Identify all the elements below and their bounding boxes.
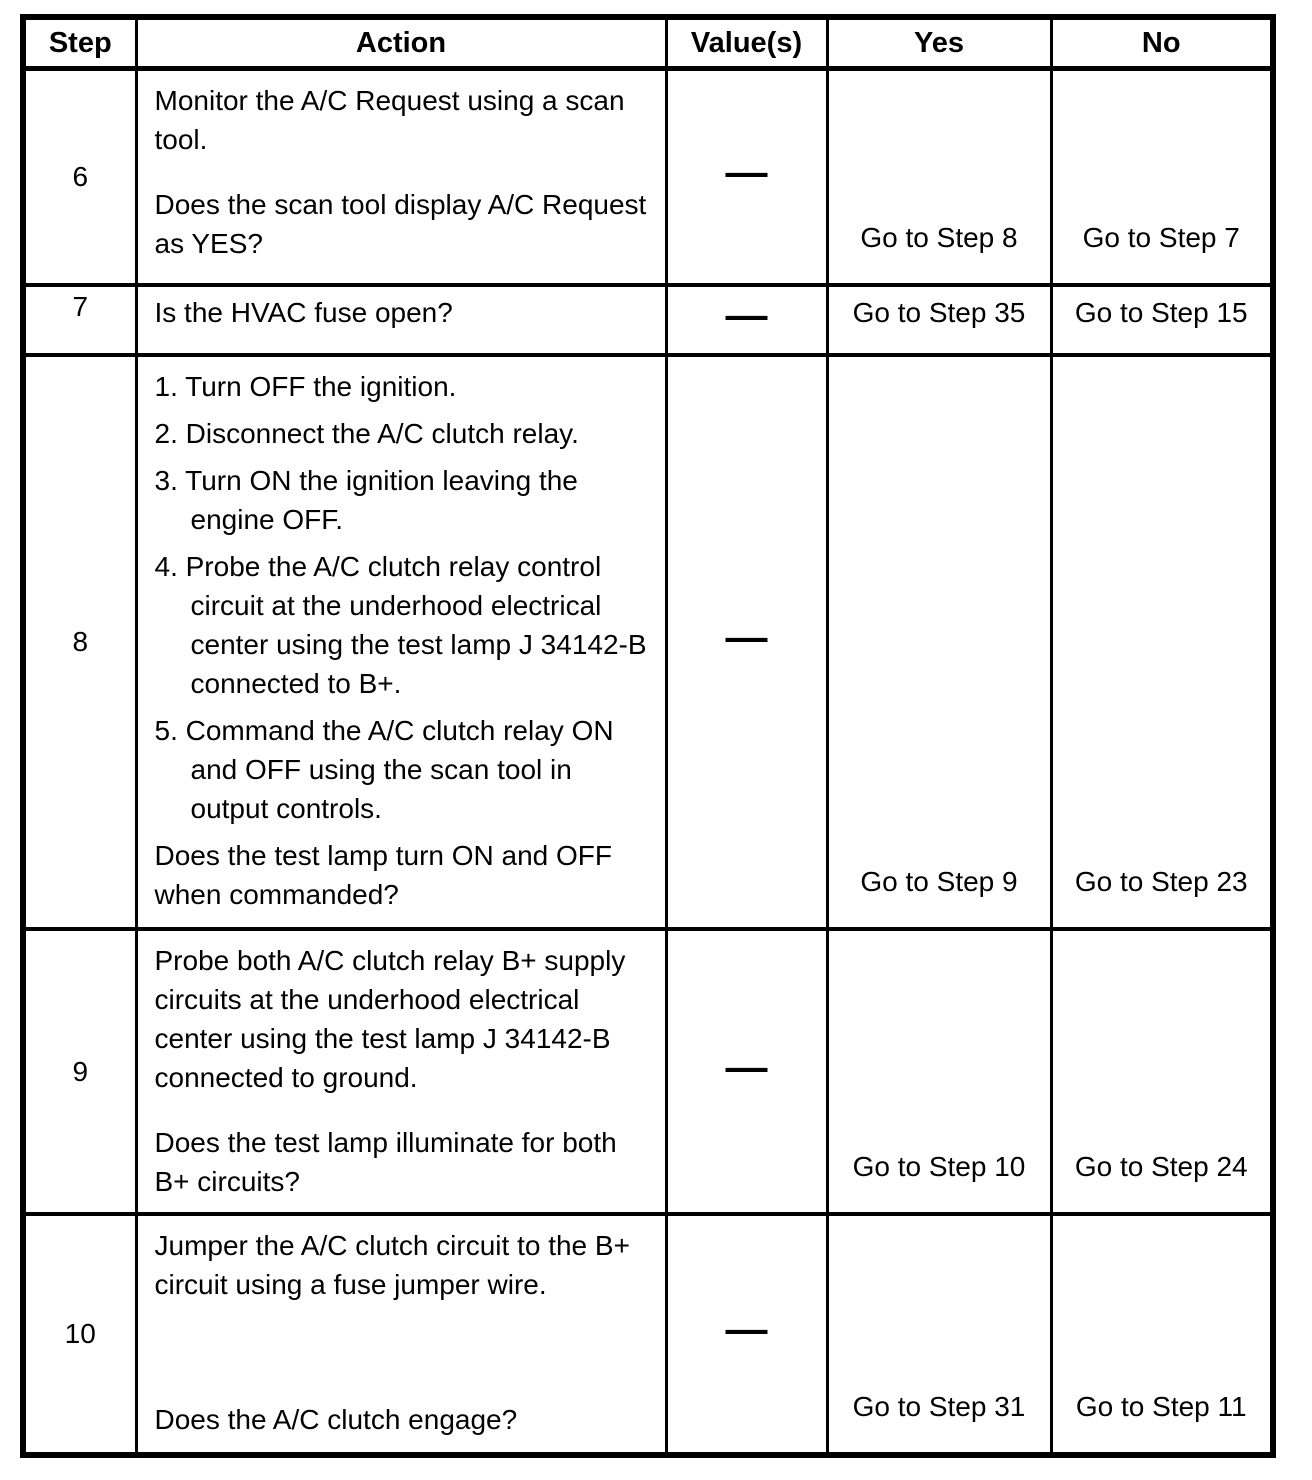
no-cell: Go to Step 7 (1051, 69, 1273, 285)
header-step: Step (23, 17, 136, 69)
step-number: 6 (23, 69, 136, 285)
em-dash: — (725, 613, 768, 660)
value-cell (666, 929, 827, 1214)
table-row-step-8 (23, 355, 1273, 929)
header-action: Action (136, 17, 666, 69)
value-cell (666, 69, 827, 285)
action-list-item: 4. Probe the A/C clutch relay control circuit at the underhood electrical center using the test lamp J 34142-B connected to B+. (154, 550, 647, 699)
action-description: Monitor the A/C Request using a scan tool. (154, 85, 625, 155)
no-cell: Go to Step 15 (1051, 285, 1273, 355)
action-list-item: 1. Turn OFF the ignition. (154, 370, 457, 402)
step-number: 10 (23, 1214, 136, 1455)
action-list-item: 2. Disconnect the A/C clutch relay. (154, 417, 579, 449)
action-cell (136, 69, 666, 285)
value-cell (666, 1214, 827, 1455)
step-number: 7 (23, 285, 136, 355)
action-question: Is the HVAC fuse open? (154, 296, 453, 328)
no-cell: Go to Step 23 (1051, 355, 1273, 929)
action-question: Does the test lamp turn ON and OFF when commanded? (154, 839, 613, 910)
action-cell (136, 355, 666, 929)
em-dash: — (725, 1042, 768, 1090)
em-dash: — (725, 148, 768, 196)
action-description: Probe both A/C clutch relay B+ supply circuits at the underhood electrical center using the test lamp J 34142-B connected to ground. (154, 944, 626, 1093)
header-no: No (1051, 17, 1273, 69)
value-cell (666, 355, 827, 929)
action-cell (136, 285, 666, 355)
action-question: Does the test lamp illuminate for both B+ circuits? (154, 1126, 617, 1197)
table-row-step-7 (23, 285, 1273, 355)
table-row-step-10 (23, 1214, 1273, 1455)
table-row-step-9 (23, 929, 1273, 1214)
action-question: Does the scan tool display A/C Request as YES? (154, 189, 647, 259)
action-cell (136, 929, 666, 1214)
value-cell (666, 285, 827, 355)
em-dash: — (725, 291, 768, 338)
step-number: 8 (23, 355, 136, 929)
yes-cell: Go to Step 35 (827, 285, 1051, 355)
yes-cell: Go to Step 9 (827, 355, 1051, 929)
diagnostic-procedure-page (20, 14, 1276, 1458)
header-row (23, 17, 1273, 69)
header-values: Value(s) (666, 17, 827, 69)
action-question: Does the A/C clutch engage? (154, 1403, 518, 1435)
table-row-step-6 (23, 69, 1273, 285)
diagnostic-table (20, 14, 1276, 1458)
yes-cell: Go to Step 10 (827, 929, 1051, 1214)
action-cell (136, 1214, 666, 1455)
action-list-item: 3. Turn ON the ignition leaving the engine OFF. (154, 464, 578, 535)
em-dash: — (725, 1305, 768, 1352)
header-yes: Yes (827, 17, 1051, 69)
action-description: Jumper the A/C clutch circuit to the B+ circuit using a fuse jumper wire. (154, 1229, 630, 1300)
no-cell: Go to Step 11 (1051, 1214, 1273, 1455)
yes-cell: Go to Step 8 (827, 69, 1051, 285)
yes-cell: Go to Step 31 (827, 1214, 1051, 1455)
no-cell: Go to Step 24 (1051, 929, 1273, 1214)
action-list-item: 5. Command the A/C clutch relay ON and OFF using the scan tool in output controls. (154, 714, 614, 824)
step-number: 9 (23, 929, 136, 1214)
